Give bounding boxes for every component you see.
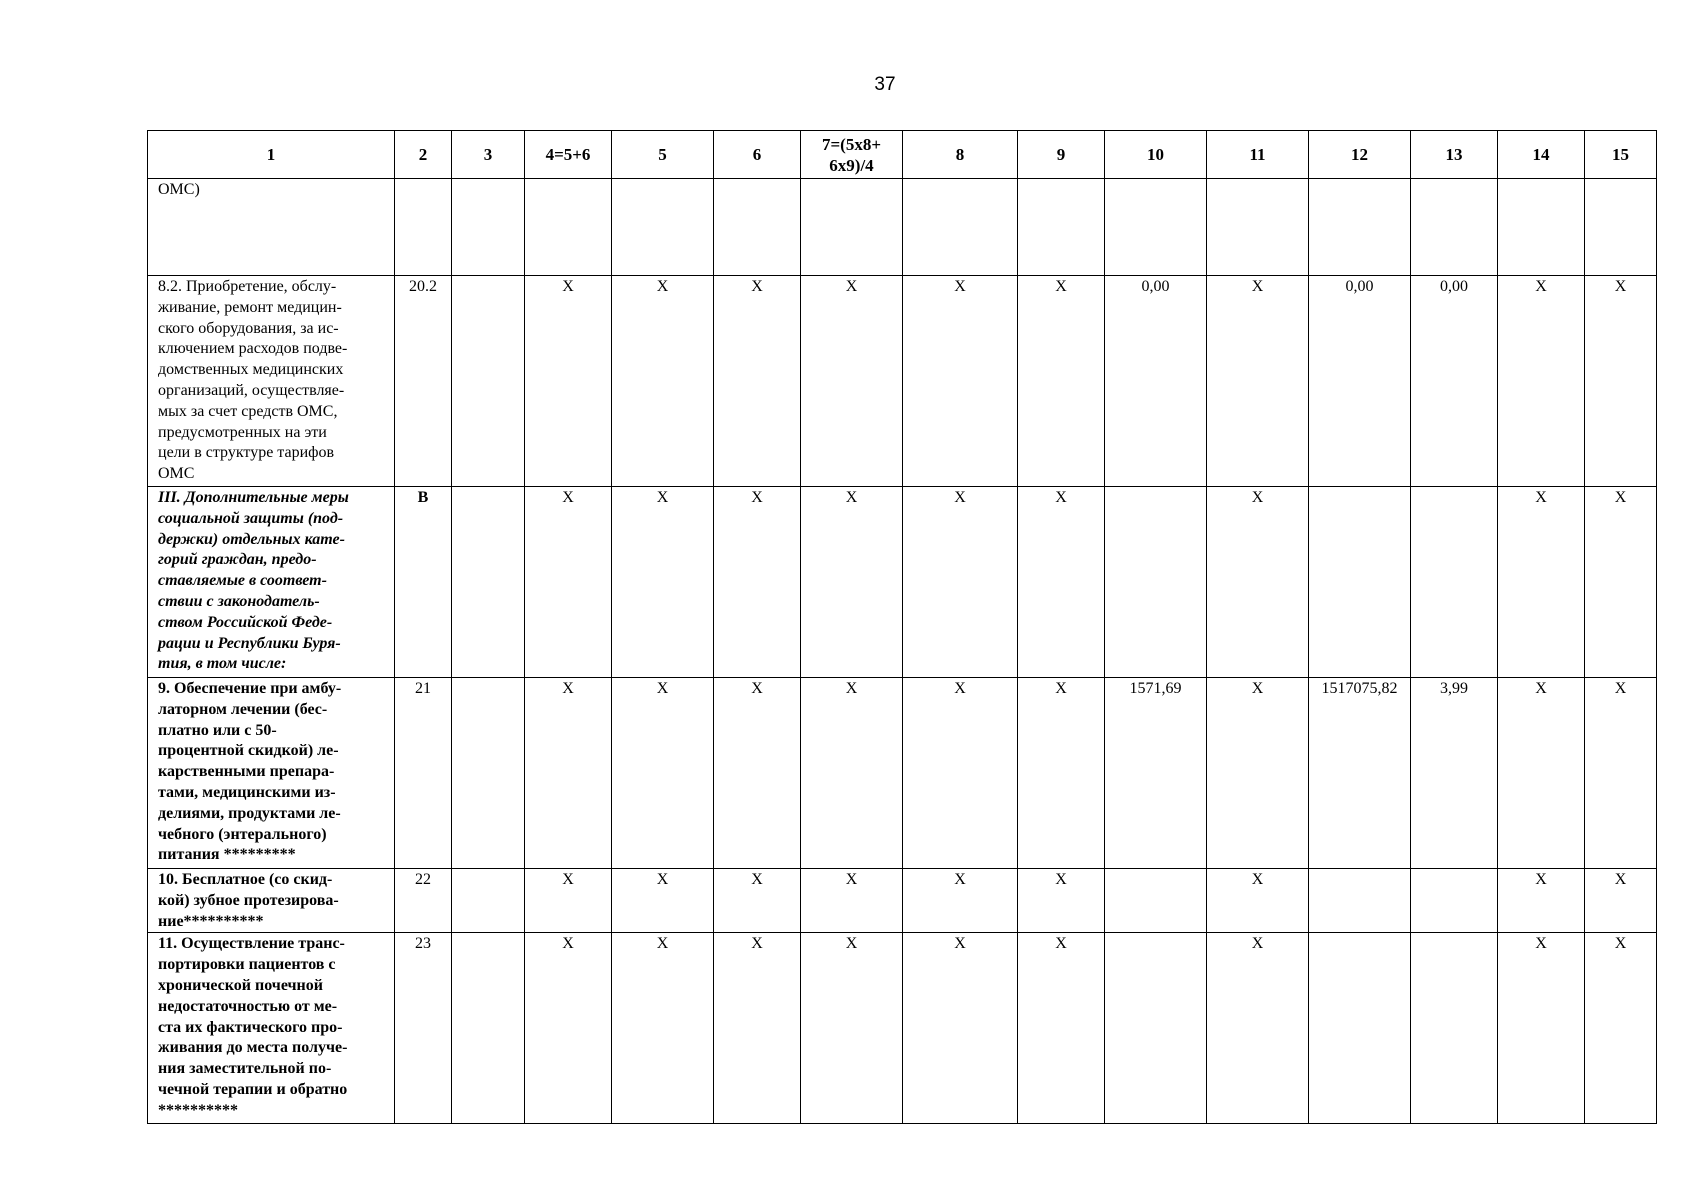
- header-cell-col-7: 7=(5х8+ 6х9)/4: [801, 131, 903, 179]
- table-cell-col-12: 0,00: [1309, 276, 1411, 487]
- table-row: [148, 179, 1657, 276]
- header-cell-col-15: 15: [1585, 131, 1657, 179]
- table-cell-col-9: X: [1018, 678, 1105, 869]
- table-cell-col-5: X: [612, 933, 714, 1124]
- table-row: [148, 678, 1657, 869]
- table-cell-col-10: [1105, 933, 1207, 1124]
- table-cell-col-4: X: [525, 276, 612, 487]
- table-row: [148, 869, 1657, 933]
- table-cell-col-2: В: [395, 487, 452, 678]
- table-cell-col-3: [452, 179, 525, 276]
- header-cell-col-10: 10: [1105, 131, 1207, 179]
- table-cell-col-4: X: [525, 933, 612, 1124]
- table-cell-col-13: [1411, 487, 1498, 678]
- table-cell-col-7: X: [801, 487, 903, 678]
- table-cell-col-8: X: [903, 869, 1018, 933]
- table-cell-col-15: X: [1585, 678, 1657, 869]
- table-row: [148, 487, 1657, 678]
- table-cell-col-14: X: [1498, 276, 1585, 487]
- table-cell-col-7: X: [801, 933, 903, 1124]
- table-cell-col-9: [1018, 179, 1105, 276]
- table-cell-col-5: X: [612, 276, 714, 487]
- table-cell-col-12: [1309, 487, 1411, 678]
- table-cell-col-10: [1105, 179, 1207, 276]
- table-cell-col-2: [395, 179, 452, 276]
- header-cell-col-9: 9: [1018, 131, 1105, 179]
- table-cell-col-4: X: [525, 678, 612, 869]
- table-cell-col-12: [1309, 179, 1411, 276]
- table-cell-col-6: X: [714, 487, 801, 678]
- table-cell-col-5: X: [612, 487, 714, 678]
- table-cell-col-14: [1498, 179, 1585, 276]
- row-label-cell: III. Дополнительные меры социальной защиты (под- держки) отдельных кате- горий граждан, предо- ставляемые в соответ- ствии с законодатель- ством Российской Феде- рации и Республики Буря- тия, в том числе:: [148, 487, 395, 678]
- table-cell-col-12: [1309, 869, 1411, 933]
- row-label-cell: 11. Осуществление транс- портировки пациентов с хронической почечной недостаточностью от ме- ста их фактического про- живания до места получе- ния заместительной по- чечной терапии и обратно **********: [148, 933, 395, 1124]
- header-cell-col-5: 5: [612, 131, 714, 179]
- table-cell-col-4: [525, 179, 612, 276]
- header-cell-col-8: 8: [903, 131, 1018, 179]
- table-cell-col-13: [1411, 179, 1498, 276]
- table-cell-col-11: [1207, 179, 1309, 276]
- table-cell-col-3: [452, 276, 525, 487]
- row-label-cell: ОМС): [148, 179, 395, 276]
- table-cell-col-10: 1571,69: [1105, 678, 1207, 869]
- table-row: [148, 276, 1657, 487]
- table-cell-col-2: 22: [395, 869, 452, 933]
- header-row: [148, 131, 1657, 179]
- table-cell-col-6: X: [714, 276, 801, 487]
- table-cell-col-3: [452, 933, 525, 1124]
- table-cell-col-11: X: [1207, 869, 1309, 933]
- data-table: [147, 130, 1657, 1124]
- table-cell-col-3: [452, 487, 525, 678]
- table-cell-col-7: X: [801, 276, 903, 487]
- table-cell-col-11: X: [1207, 933, 1309, 1124]
- table-cell-col-13: 3,99: [1411, 678, 1498, 869]
- header-cell-col-3: 3: [452, 131, 525, 179]
- table-cell-col-8: X: [903, 678, 1018, 869]
- table-cell-col-14: X: [1498, 487, 1585, 678]
- table-cell-col-9: X: [1018, 276, 1105, 487]
- table-cell-col-7: X: [801, 678, 903, 869]
- table-row: [148, 933, 1657, 1124]
- table-cell-col-9: X: [1018, 869, 1105, 933]
- table-cell-col-6: [714, 179, 801, 276]
- header-cell-col-14: 14: [1498, 131, 1585, 179]
- header-cell-col-12: 12: [1309, 131, 1411, 179]
- table-cell-col-5: [612, 179, 714, 276]
- table-cell-col-6: X: [714, 869, 801, 933]
- table-cell-col-9: X: [1018, 933, 1105, 1124]
- table-cell-col-7: [801, 179, 903, 276]
- header-cell-col-11: 11: [1207, 131, 1309, 179]
- table-cell-col-8: [903, 179, 1018, 276]
- table-cell-col-3: [452, 869, 525, 933]
- table-cell-col-10: [1105, 869, 1207, 933]
- table-cell-col-15: [1585, 179, 1657, 276]
- table-cell-col-13: 0,00: [1411, 276, 1498, 487]
- table-cell-col-12: 1517075,82: [1309, 678, 1411, 869]
- table-cell-col-6: X: [714, 933, 801, 1124]
- header-cell-col-6: 6: [714, 131, 801, 179]
- row-label-cell: 9. Обеспечение при амбу- латорном лечении (бес- платно или с 50- процентной скидкой) ле- карственными препара- тами, медицинскими из- делиями, продуктами ле- чебного (энтерального) питания *********: [148, 678, 395, 869]
- table-cell-col-4: X: [525, 487, 612, 678]
- table-cell-col-7: X: [801, 869, 903, 933]
- header-cell-col-4: 4=5+6: [525, 131, 612, 179]
- row-label-cell: 8.2. Приобретение, обслу- живание, ремонт медицин- ского оборудования, за ис- ключением расходов подве- домственных медицинских организаций, осуществляе- мых за счет средств ОМС, предусмотренных на эти цели в структуре тарифов ОМС: [148, 276, 395, 487]
- table-cell-col-15: X: [1585, 933, 1657, 1124]
- table-cell-col-5: X: [612, 869, 714, 933]
- table-cell-col-15: X: [1585, 869, 1657, 933]
- header-cell-col-13: 13: [1411, 131, 1498, 179]
- table-cell-col-13: [1411, 869, 1498, 933]
- table-cell-col-2: 23: [395, 933, 452, 1124]
- table-cell-col-11: X: [1207, 678, 1309, 869]
- page-number: 37: [874, 74, 896, 95]
- header-cell-col-1: 1: [148, 131, 395, 179]
- table-cell-col-2: 21: [395, 678, 452, 869]
- table-cell-col-3: [452, 678, 525, 869]
- table-cell-col-11: X: [1207, 487, 1309, 678]
- row-label-cell: 10. Бесплатное (со скид- кой) зубное протезирова- ние**********: [148, 869, 395, 933]
- table-body: [148, 179, 1657, 1124]
- table-cell-col-15: X: [1585, 487, 1657, 678]
- header-cell-col-2: 2: [395, 131, 452, 179]
- table-cell-col-8: X: [903, 487, 1018, 678]
- table-cell-col-8: X: [903, 276, 1018, 487]
- table-cell-col-6: X: [714, 678, 801, 869]
- table-cell-col-11: X: [1207, 276, 1309, 487]
- table-cell-col-10: 0,00: [1105, 276, 1207, 487]
- table-cell-col-14: X: [1498, 933, 1585, 1124]
- table-cell-col-13: [1411, 933, 1498, 1124]
- table-cell-col-15: X: [1585, 276, 1657, 487]
- table-cell-col-9: X: [1018, 487, 1105, 678]
- table-cell-col-10: [1105, 487, 1207, 678]
- table-cell-col-2: 20.2: [395, 276, 452, 487]
- table-cell-col-14: X: [1498, 869, 1585, 933]
- table-cell-col-12: [1309, 933, 1411, 1124]
- table-cell-col-5: X: [612, 678, 714, 869]
- table-cell-col-4: X: [525, 869, 612, 933]
- table-cell-col-8: X: [903, 933, 1018, 1124]
- table-cell-col-14: X: [1498, 678, 1585, 869]
